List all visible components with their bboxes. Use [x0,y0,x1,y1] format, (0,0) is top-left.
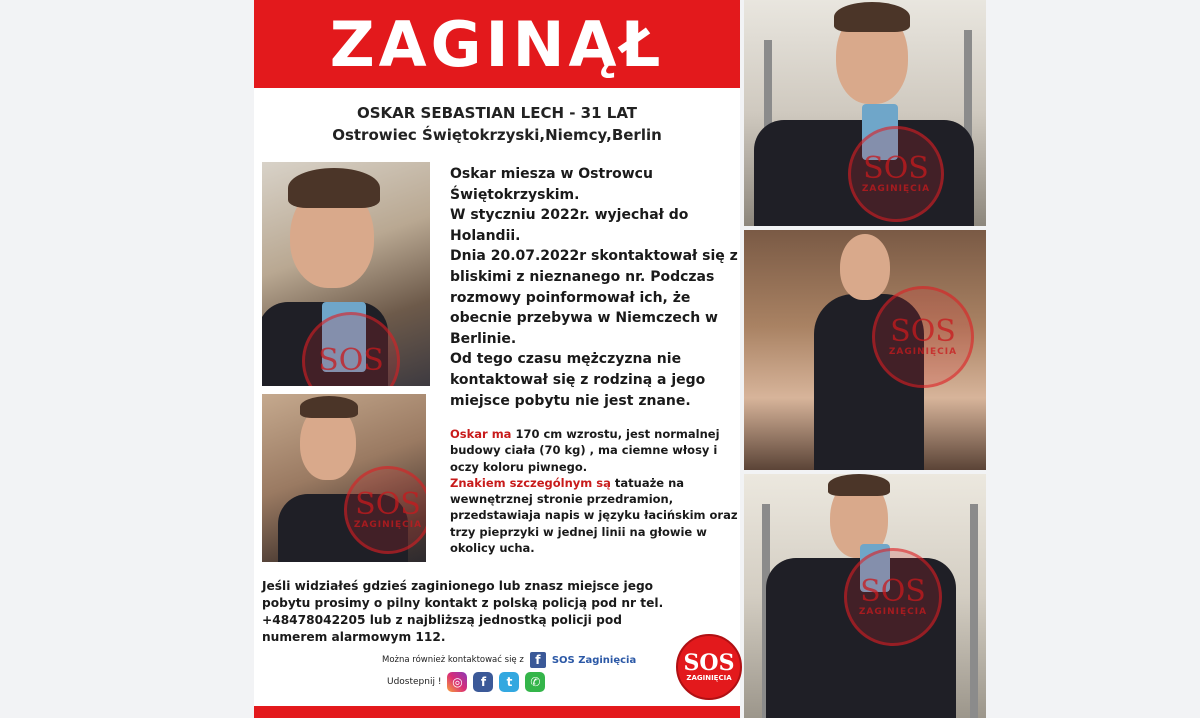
also-contact-label: Można również kontaktować się z [382,655,524,665]
facebook-contact-line [382,652,682,668]
whatsapp-icon[interactable]: ✆ [525,672,545,692]
distinguishing-marks-lead: Znakiem szczególnym są [450,475,611,490]
sos-watermark-stamp: SOS [302,312,400,386]
story-paragraph: W styczniu 2022r. wyjechał do Holandii. [450,207,689,244]
sos-watermark-stamp: SOS ZAGINIĘCIA [872,286,974,388]
poster-banner [254,0,740,88]
sos-watermark-stamp: SOS ZAGINIĘCIA [344,466,426,554]
sos-watermark-stamp: SOS ZAGINIĘCIA [848,126,944,222]
person-name-age: OSKAR SEBASTIAN LECH - 31 LAT [356,104,638,122]
bottom-red-bar [254,706,740,718]
person-photo-selfie [262,162,430,386]
share-label: Udostepnij ! [387,677,442,687]
description-lead: Oskar ma [450,427,512,441]
person-header [254,92,740,158]
share-row [387,672,545,692]
twitter-icon[interactable]: t [499,672,519,692]
side-photo-gym-shirt [744,474,986,718]
facebook-page-link[interactable]: SOS Zaginięcia [551,654,637,666]
person-photo-mirror [262,394,426,562]
contact-instructions: Jeśli widziałeś gdzieś zaginionego lub znasz miejsce jego pobytu prosimy o pilny kontakt z polską policją pod nr tel. +48478042205 lub z najbliższą jednostką policji pod numerem alarmowym 112. [262,579,664,644]
description-body: 170 cm wzrostu, jest normalnej budowy ciała (70 kg) , ma ciemne włosy i oczy koloru piwnego. [450,427,720,474]
instagram-icon[interactable]: ◎ [447,672,467,692]
story-paragraph: Od tego czasu mężczyzna nie kontaktował się z rodziną a jego miejsce pobytu nie jest znane. [450,351,706,409]
missing-person-poster [254,0,740,718]
story-paragraph: Oskar miesza w Ostrowcu Świętokrzyskim. [450,166,653,203]
side-photo-gym-selfie [744,0,986,226]
sos-zaginiecia-logo: SOS ZAGINIĘCIA [676,634,742,700]
story-paragraph: Dnia 20.07.2022r skontaktował się z bliskimi z nieznanego nr. Podczas rozmowy poinformował ich, że obecnie przebywa w Niemczech w Berlinie. [450,248,738,347]
sos-watermark-stamp: SOS ZAGINIĘCIA [844,548,942,646]
side-photo-mirror [744,230,986,470]
banner-title: ZAGINĄŁ [329,7,665,81]
distinguishing-marks-body: tatuaże na wewnętrznej stronie przedramion, przedstawiaja napis w języku łacińskim oraz trzy pieprzyki w jednej linii na głowie w okolicy ucha. [450,475,738,556]
facebook-icon[interactable]: f [530,652,546,668]
person-places: Ostrowiec Świętokrzyski,Niemcy,Berlin [332,126,662,144]
facebook-icon[interactable]: f [473,672,493,692]
description-text [450,426,740,556]
story-text [450,164,740,411]
